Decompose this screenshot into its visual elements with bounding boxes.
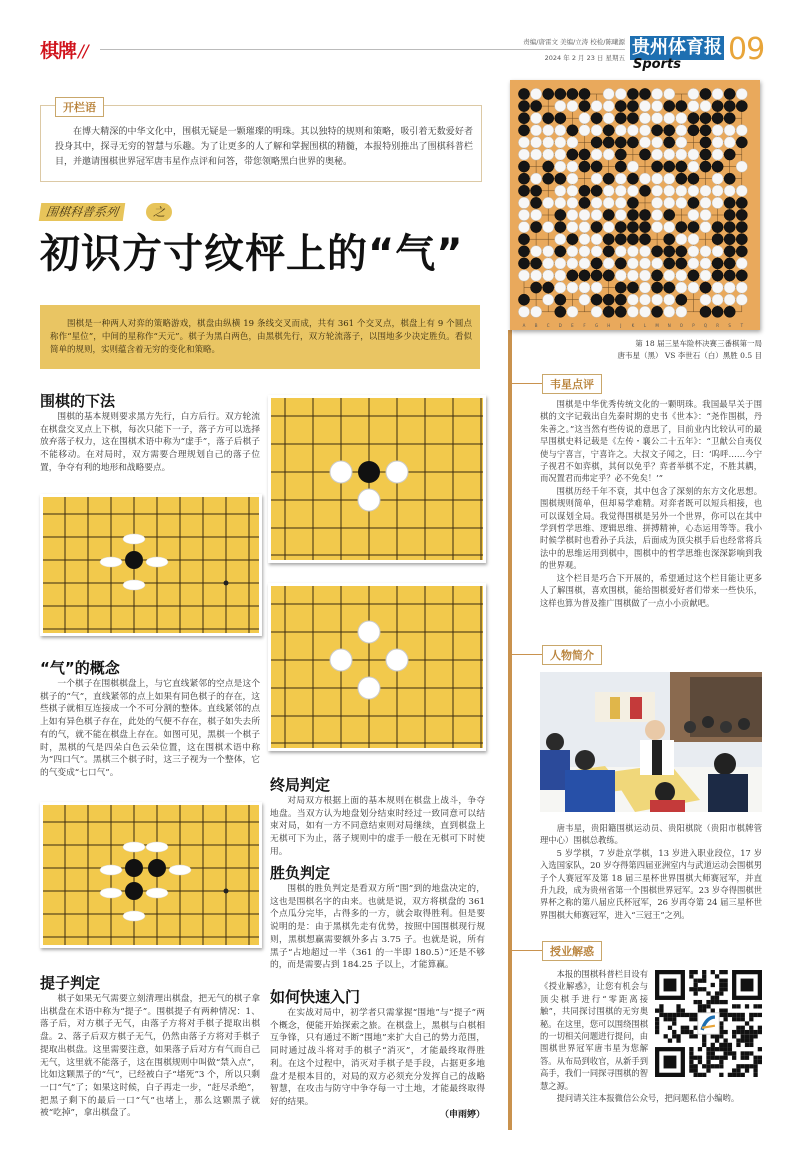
- diagram-empty-point: [268, 583, 486, 751]
- svg-text:H: H: [607, 323, 611, 328]
- profile-paragraph: 5 岁学棋，7 岁赴京学棋，13 岁进入职业段位，17 岁入选国家队，20 岁夺得第四届亚洲室内与武道运动会围棋男子个人赛冠军及第 18 届三星杯世界围棋大师赛冠军，并直升九段，成为贵州省第一个围棋世界冠军。23 岁夺得围棋世界杯之称的第八届应氏杯冠军，26 岁再夺第 24 届三星杯世界围棋大师赛冠军，进入“三冠王”之列。: [540, 847, 762, 920]
- label-rule: [512, 383, 542, 384]
- qa-paragraph: 提问请关注本报微信公众号，把问题私信小编哟。: [556, 1093, 740, 1104]
- text-start: 在实战对局中，初学者只需掌握“围地”与“提子”两个概念，便能开始探索之旅。在棋盘上，黑棋与白棋相互争锋，只有通过不断“围地”来扩大自己的势力范围，同时通过战斗将对手的棋子“消灭”，才能最终取得胜利。在这个过程中，消灭对手棋子是手段，占据更多地盘才是根本目的，对局的双方必须充分发挥自己的战略智慧，在攻击与防守中争夺每一寸土地，才能最终取得好的结果。: [270, 1008, 485, 1107]
- svg-text:O: O: [679, 323, 683, 328]
- full-game-board: [510, 80, 760, 330]
- svg-text:L: L: [643, 323, 647, 328]
- diagram-single-stone-liberties: [40, 494, 262, 636]
- svg-text:E: E: [571, 323, 574, 328]
- column-divider: [508, 330, 512, 1130]
- svg-text:J: J: [620, 323, 622, 328]
- go-board-diagram-2: [43, 805, 259, 945]
- svg-text:S: S: [728, 323, 731, 328]
- diagram-three-stones-liberties: [40, 802, 262, 948]
- profile-paragraph: 唐韦星，贵阳籍围棋运动员、贵阳棋院（贵阳市棋牌管理中心）围棋总教练。: [540, 823, 762, 846]
- series-suffix: 之: [146, 203, 172, 221]
- commentary-paragraph: 这个栏目是巧合下开展的，希望通过这个栏目能让更多人了解围棋，喜欢围棋，能给围棋爱好者们带来一些快乐，这样也算为普及推广围棋做了一点小小贡献吧。: [540, 572, 762, 608]
- article-qi: [40, 657, 260, 780]
- qa-label: 授业解惑: [542, 941, 602, 961]
- cloud-icon: [100, 842, 191, 921]
- heading-rules: 围棋的下法: [40, 392, 116, 410]
- heading-endgame: 终局判定: [270, 776, 331, 794]
- profile-text: [540, 822, 762, 921]
- event-photo: [540, 672, 762, 812]
- svg-text:C: C: [546, 323, 550, 328]
- go-board-diagram-1: [43, 497, 259, 633]
- article-start: [270, 986, 485, 1109]
- heading-start: 如何快速入门: [270, 988, 361, 1006]
- section-tag: [40, 36, 87, 63]
- game-record-board: [510, 80, 760, 330]
- svg-text:M: M: [655, 323, 659, 328]
- article-rules: [40, 390, 260, 475]
- commentary-text: [540, 398, 762, 609]
- svg-text:G: G: [595, 323, 599, 328]
- text-victory: 围棋的胜负判定是看双方所“围”到的地盘决定的，这也是围棋名字的由来。也就是说，双方将棋盘的 361 个点瓜分完毕，占得多的一方，就会取得胜利。但是要说明的是：由于黑棋先走有优势，按照中国围棋现行规则，黑棋想赢需要额外多占 3.75 子。也就是说，所有黑子“占地超过一半（361 的一半即 180.5）”还是不够的，而是需要占到 184.25 子以上，才能算赢。: [270, 884, 485, 971]
- text-capture: 棋子如果无气需要立刻清理出棋盘，把无气的棋子拿出棋盘在术语中称为“提子”。围棋提子有两种情况：1、落子后，对方棋子无气，由落子方将对手棋子提取出棋盘。2、落子后双方棋子无气，仍然由落子方将对手棋子提取出棋盘。这里需要注意，如果落子后对方有气而自己无气，这里就不能落子，这在围棋规则中叫做“禁入点”，比如这颗黑子的“气”，已经被白子“堵死”3 个，所以只剩一口“气”了；如果这时候，白子再走一步，“赶尽杀绝”，把黑子剩下的最后一口“气”也堵上，那么这颗黑子就被“吃掉”，拿出棋盘了。: [40, 994, 260, 1119]
- issue-date: 2024 年 2 月 23 日 星期五: [544, 54, 625, 62]
- masthead-logo: 贵州体育报: [632, 37, 722, 58]
- go-board-diagram-3: [271, 398, 483, 560]
- text-qi: 一个棋子在围棋棋盘上，与它直线紧邻的空点是这个棋子的“气”，直线紧邻的点上如果有同色棋子的存在，这些棋子就相互连接成一个不可分割的整体。直线紧邻的点上如有异色棋子存在，此处的气便不存在，棋子如失去所有的气，就不能在棋盘上存在。如图可见，黑棋一个棋子时，黑棋的气是四朵白色云朵位置，这在围棋术语中称为“四口气”。黑棋三个棋子时，这三子视为一个整体，它的气变成“七口气”。: [40, 679, 260, 778]
- series-tag: 围棋科普系列: [39, 203, 126, 221]
- wechat-qr-code[interactable]: [655, 970, 762, 1077]
- text-endgame: 对局双方根据上面的基本规则在棋盘上战斗，争夺地盘。当双方认为地盘划分结束时经过一致同意可以结束对局，如有一方不同意结束则对局继续，直到棋盘上无棋可下为止，落子规则中的虚手一般在无棋可下时使用。: [270, 796, 485, 857]
- qa-paragraph: 本报的围棋科普栏目设有《授业解惑》，让您有机会与顶尖棋手进行“零距离接触”，共同探讨围棋的无穷奥秘。在这里，您可以围绕围棋的一切相关问题进行提问，由围棋世界冠军唐韦星为您解答。从布局到收官，从新手到高手，我们一同探寻围棋的智慧之源。: [540, 969, 648, 1091]
- game-caption-line2: 唐韦星（黑） VS 李世石（白）黑胜 0.5 目: [617, 351, 762, 360]
- svg-text:Q: Q: [703, 323, 708, 328]
- masthead-subtitle: Sports: [633, 57, 681, 72]
- editor-credits: 责编/唐雷文 美编/立涛 校检/陈曦源: [523, 38, 625, 46]
- text-rules: 围棋的基本规则要求黑方先行，白方后行。双方轮流在棋盘交叉点上下棋，每次只能下一子，落子方可以选择放弃落子权力，这在围棋术语中称为“虚手”，落子后棋子不能移动。在对局时，双方需要合理规划自己的落子位置，争夺有利的地形和战略要点。: [40, 412, 260, 473]
- svg-text:T: T: [740, 323, 744, 328]
- qr-code-icon: [655, 970, 762, 1077]
- svg-text:D: D: [558, 323, 562, 328]
- page-number: 09: [728, 32, 765, 67]
- intro-label: 开栏语: [55, 97, 104, 117]
- article-endgame: [270, 774, 485, 859]
- svg-text:B: B: [534, 323, 538, 328]
- diagram-atari: [268, 395, 486, 563]
- photo-image: [540, 672, 762, 812]
- heading-qi: “气”的概念: [40, 659, 120, 677]
- section-slash: //: [78, 42, 88, 62]
- game-caption: [540, 338, 762, 362]
- svg-text:A: A: [522, 323, 526, 328]
- article-capture: [40, 972, 260, 1120]
- commentary-label: 韦星点评: [542, 374, 602, 394]
- summary-text: 围棋是一种两人对弈的策略游戏，棋盘由纵横 19 条线交叉而成，共有 361 个交叉点，棋盘上有 9 个圆点称作“星位”，中间的星称作“天元”。棋子为黑白两色，由黑棋先行，双方轮流落子，以围地多少决定胜负。看似简单的规则，实则蕴含着无穷的变化和策略。: [50, 319, 472, 355]
- commentary-paragraph: 围棋历经千年不衰，其中包含了深刻的东方文化思想。围棋规则简单，但却易学难精。对弈者既可以短兵相接，也可以谋划全局。我觉得围棋是另外一个世界，你可以在其中学到哲学思维、逻辑思维、拼搏精神，心态运用等等。我小时候学棋时也看孙子兵法，后面成为顶尖棋手后也经常将兵法中的思维运用到棋中，围棋中的哲学思维也深深影响到我的世界观。: [540, 485, 762, 571]
- profile-label: 人物简介: [542, 645, 602, 665]
- svg-text:N: N: [667, 323, 671, 328]
- page-title: 初识方寸纹枰上的“气”: [40, 231, 464, 277]
- go-board-diagram-4: [271, 586, 483, 748]
- heading-victory: 胜负判定: [270, 864, 331, 882]
- article-victory: [270, 862, 485, 972]
- heading-capture: 提子判定: [40, 974, 101, 992]
- header-rule: [100, 49, 625, 50]
- game-caption-line1: 第 18 届三星车险杯决赛三番棋第一局: [635, 339, 762, 348]
- author-byline: （申雨婷）: [440, 1110, 486, 1120]
- label-rule: [512, 950, 542, 951]
- svg-text:R: R: [716, 323, 719, 328]
- svg-text:F: F: [583, 323, 586, 328]
- intro-text: 在博大精深的中华文化中，围棋无疑是一颗璀璨的明珠。其以独特的规则和策略，吸引着无数爱好者投身其中，探寻无穷的智慧与乐趣。为了让更多的人了解和掌握围棋的精髓，本报特别推出了围棋科普栏目，并邀请围棋世界冠军唐韦星作点评和问答，带您领略黑白世界的奥秘。: [55, 127, 473, 167]
- section-tag-label: 棋牌: [40, 40, 77, 62]
- svg-text:P: P: [692, 323, 695, 328]
- commentary-paragraph: 围棋是中华优秀传统文化的一颗明珠。我国最早关于围棋的文字记载出自先秦时期的史书《世本》：“尧作围棋，丹朱善之。”这当然有些传说的意思了，目前业内比较认可的最早围棋史料记载是《左传・襄公二十五年》：“卫献公自夷仪使与宁喜言，宁喜许之。大叔文子闻之，曰：‘呜呼……今宁子视君不如弈棋，其何以免乎？弈者举棋不定，不胜其耦，而况置君而弗定乎？必不免矣！’”: [540, 399, 762, 484]
- label-rule: [512, 654, 542, 655]
- svg-text:K: K: [631, 323, 635, 328]
